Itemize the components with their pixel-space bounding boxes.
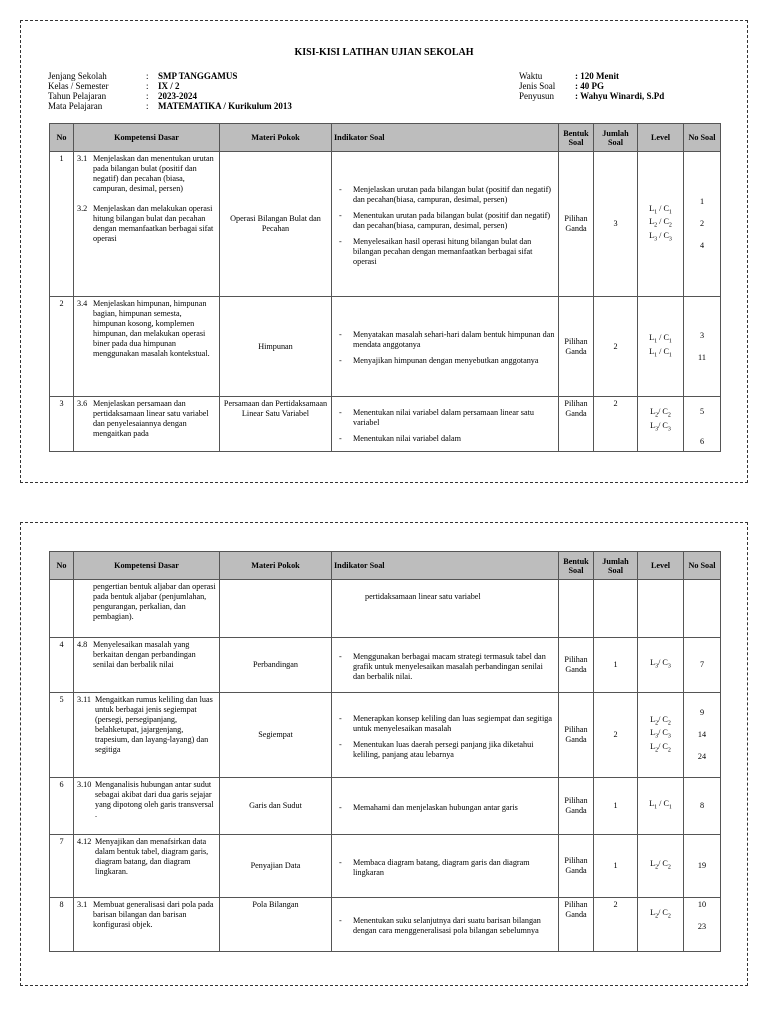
meta-label: Mata Pelajaran — [48, 101, 103, 111]
kd-text: Menjelaskan dan menentukan urutan pada bilangan bulat (positif dan negatif) dan pecahan (biasa, campuran, desimal, persen) — [93, 154, 214, 193]
cell-kompetensi-dasar — [74, 693, 220, 778]
kd-item — [77, 399, 216, 439]
indikator-item — [335, 434, 555, 444]
cell-bentuk-soal: Pilihan Ganda — [559, 898, 594, 952]
level-value: $L_1 / C_1$ — [649, 203, 672, 216]
level-value: $L_1 / C_1$ — [649, 346, 672, 359]
header-no: No — [50, 552, 74, 580]
table-header-row — [50, 124, 721, 152]
kd-item — [77, 299, 216, 359]
kd-item — [77, 780, 216, 820]
kd-number: 3.4 — [77, 299, 88, 308]
indikator-text: Menentukan suku selanjutnya dari suatu barisan bilangan dengan cara menggeneralisasi pola bilangan sebelumnya — [353, 916, 541, 935]
kd-item — [77, 695, 216, 755]
cell-no-soal — [684, 397, 721, 452]
cell-level — [638, 580, 684, 638]
header-indikator-soal: Indikator Soal — [332, 124, 559, 152]
indikator-continuation-text: pertidaksamaan linear satu variabel — [365, 592, 481, 601]
header-no-soal: No Soal — [684, 124, 721, 152]
indikator-text: Menjelaskan urutan pada bilangan bulat (positif dan negatif) dan pecahan(biasa, campuran, desimal, persen) — [353, 184, 552, 204]
cell-level — [638, 835, 684, 898]
cell-jumlah-soal: 3 — [594, 152, 638, 297]
cell-no: 3 — [50, 397, 74, 452]
level-value: $L_2 / C_2$ — [649, 217, 672, 229]
cell-indikator-soal — [332, 835, 559, 898]
kd-text: Menjelaskan persamaan dan pertidaksamaan linear satu variabel dan penyelesaiannya dengan mengaitkan pada — [93, 399, 209, 438]
cell-level — [638, 898, 684, 952]
cell-no-soal — [684, 898, 721, 952]
kd-text: Membuat generalisasi dari pola pada barisan bilangan dan barisan konfigurasi objek. — [93, 900, 214, 929]
kd-text: Menganalisis hubungan antar sudut sebagai akibat dari dua garis sejajar yang dipotong oleh garis transversal . — [95, 780, 214, 819]
cell-level — [638, 152, 684, 297]
table-header-row — [50, 552, 721, 580]
bullet-dash: - — [339, 407, 342, 417]
header-materi-pokok: Materi Pokok — [220, 552, 332, 580]
document-page-1 — [20, 20, 748, 483]
meta-value: : 120 Menit — [575, 71, 619, 81]
cell-materi-pokok: Perbandingan — [220, 638, 332, 693]
table-row — [50, 638, 721, 693]
cell-level — [638, 693, 684, 778]
indikator-item — [335, 803, 555, 813]
indikator-text: Menyajikan himpunan dengan menyebutkan anggotanya — [353, 356, 539, 365]
kd-item — [77, 204, 216, 244]
cell-indikator-soal — [332, 152, 559, 297]
cell-no-soal — [684, 297, 721, 397]
meta-value: IX / 2 — [158, 81, 180, 91]
no-soal-value: 1 — [699, 197, 705, 206]
cell-materi-pokok: Segiempat — [220, 693, 332, 778]
indikator-text: Menentukan nilai variabel dalam — [353, 433, 461, 443]
no-soal-value: 10 — [697, 900, 707, 909]
kd-item — [77, 154, 216, 194]
table-row — [50, 152, 721, 297]
cell-level — [638, 397, 684, 452]
meta-label: Kelas / Semester — [48, 81, 109, 91]
table-row — [50, 778, 721, 835]
meta-row — [519, 81, 664, 91]
cell-no — [50, 580, 74, 638]
meta-row — [48, 71, 292, 81]
indikator-text: Menyelesaikan hasil operasi hitung bilangan bulat dan bilangan pecahan dengan memanfaatkan berbagai sifat operasi — [353, 236, 533, 266]
cell-no: 2 — [50, 297, 74, 397]
header-kompetensi-dasar: Kompetensi Dasar — [74, 124, 220, 152]
cell-no: 7 — [50, 835, 74, 898]
no-soal-value: 11 — [698, 352, 706, 362]
bullet-dash: - — [339, 802, 342, 812]
cell-indikator-soal — [332, 693, 559, 778]
indikator-text: Menentukan luas daerah persegi panjang jika diketahui keliling, panjang atau lebarnya — [353, 739, 534, 759]
table-row — [50, 397, 721, 452]
meta-left — [48, 71, 292, 111]
cell-indikator-soal — [332, 778, 559, 835]
cell-kompetensi-dasar — [74, 638, 220, 693]
level-value: $L_3/$ $C_3$ — [650, 728, 671, 740]
cell-jumlah-soal — [594, 580, 638, 638]
indikator-text: Menggunakan berbagai macam strategi termasuk tabel dan grafik untuk menyelesaikan masalah perbandingan senilai dan berbalik nilai. — [353, 651, 546, 681]
meta-value: : Wahyu Winardi, S.Pd — [575, 91, 665, 101]
bullet-dash: - — [339, 356, 342, 365]
meta-label: Tahun Pelajaran — [48, 91, 107, 101]
kd-number: 3.1 — [77, 154, 88, 163]
cell-no-soal — [684, 152, 721, 297]
cell-jumlah-soal: 1 — [594, 778, 638, 835]
table-row — [50, 693, 721, 778]
cell-no: 6 — [50, 778, 74, 835]
no-soal-value: 4 — [699, 241, 705, 250]
cell-jumlah-soal: 1 — [594, 638, 638, 693]
cell-bentuk-soal: Pilihan Ganda — [559, 152, 594, 297]
cell-materi-pokok: Himpunan — [220, 297, 332, 397]
bullet-dash: - — [339, 330, 342, 339]
cell-indikator-soal — [332, 297, 559, 397]
indikator-item — [335, 237, 555, 267]
no-soal-value: 2 — [699, 219, 705, 228]
meta-right — [519, 71, 664, 101]
no-soal-value: 24 — [697, 752, 707, 761]
level-value: $L_2/$ $C_2$ — [650, 741, 671, 754]
cell-kompetensi-dasar — [74, 835, 220, 898]
cell-indikator-soal — [332, 580, 559, 638]
table-row — [50, 898, 721, 952]
indikator-item — [335, 652, 555, 682]
meta-value: MATEMATIKA / Kurikulum 2013 — [158, 101, 292, 111]
indikator-item — [335, 330, 555, 350]
bullet-dash: - — [339, 433, 342, 443]
indikator-text: Menerapkan konsep keliling dan luas segiempat dan segitiga untuk menyelesaikan masalah — [353, 713, 552, 733]
bullet-dash: - — [339, 916, 342, 925]
kd-number: 3.11 — [77, 695, 92, 704]
level-value: $L_2/$ $C_2$ — [650, 908, 671, 920]
cell-no-soal — [684, 580, 721, 638]
kd-text: Menyajikan dan menafsirkan data dalam bentuk tabel, diagram garis, diagram batang, dan diagram lingkaran. — [95, 837, 209, 876]
cell-level — [638, 778, 684, 835]
cell-no-soal — [684, 693, 721, 778]
meta-label: Jenjang Sekolah — [48, 71, 107, 81]
indikator-item — [335, 740, 555, 760]
cell-bentuk-soal: Pilihan Ganda — [559, 693, 594, 778]
indikator-item — [335, 356, 555, 366]
header-bentuk-soal: Bentuk Soal — [559, 552, 594, 580]
cell-level — [638, 297, 684, 397]
cell-bentuk-soal: Pilihan Ganda — [559, 397, 594, 452]
meta-sep: : — [146, 81, 149, 91]
meta-sep: : — [146, 71, 149, 81]
cell-jumlah-soal: 2 — [594, 693, 638, 778]
cell-level — [638, 638, 684, 693]
cell-materi-pokok — [220, 580, 332, 638]
cell-bentuk-soal: Pilihan Ganda — [559, 778, 594, 835]
header-jumlah-soal: Jumlah Soal — [594, 124, 638, 152]
cell-kompetensi-dasar — [74, 397, 220, 452]
level-value: $L_3/$ $C_3$ — [650, 658, 671, 670]
meta-row — [48, 91, 292, 101]
header-no: No — [50, 124, 74, 152]
indikator-text: Menentukan nilai variabel dalam persamaan linear satu variabel — [353, 407, 534, 427]
cell-materi-pokok: Operasi Bilangan Bulat dan Pecahan — [220, 152, 332, 297]
cell-kompetensi-dasar — [74, 580, 220, 638]
cell-indikator-soal — [332, 397, 559, 452]
level-value: $L_2/$ $C_2$ — [650, 859, 671, 871]
no-soal-value: 9 — [699, 708, 705, 717]
cell-kompetensi-dasar — [74, 297, 220, 397]
cell-no: 8 — [50, 898, 74, 952]
kd-text: Menyelesaikan masalah yang berkaitan dengan perbandingan senilai dan berbalik nilai — [93, 640, 196, 669]
kisi-table-page-2 — [49, 551, 721, 952]
indikator-text: Menyatakan masalah sehari-hari dalam bentuk himpunan dan mendata anggotanya — [353, 330, 555, 349]
document-title: KISI-KISI LATIHAN UJIAN SEKOLAH — [294, 47, 474, 58]
meta-value: : 40 PG — [575, 81, 604, 91]
no-soal-value: 14 — [697, 730, 707, 739]
level-value: $L_2/$ $C_2$ — [650, 714, 671, 727]
kd-number: 3.2 — [77, 204, 88, 213]
indikator-item — [335, 408, 555, 428]
kd-number: 4.8 — [77, 640, 88, 649]
indikator-text: Memahami dan menjelaskan hubungan antar garis — [353, 802, 518, 812]
header-jumlah-soal: Jumlah Soal — [594, 552, 638, 580]
meta-row — [48, 101, 292, 111]
meta-label: Penyusun — [519, 91, 555, 101]
header-level: Level — [638, 124, 684, 152]
cell-materi-pokok: Pola Bilangan — [220, 898, 332, 952]
cell-kompetensi-dasar — [74, 778, 220, 835]
cell-materi-pokok: Garis dan Sudut — [220, 778, 332, 835]
cell-no-soal — [684, 638, 721, 693]
indikator-item — [335, 916, 555, 936]
header-level: Level — [638, 552, 684, 580]
cell-bentuk-soal — [559, 580, 594, 638]
indikator-item — [335, 211, 555, 231]
no-soal-value: 3 — [699, 330, 705, 340]
bullet-dash: - — [339, 236, 342, 246]
bullet-dash: - — [339, 857, 342, 867]
cell-jumlah-soal: 2 — [594, 297, 638, 397]
meta-label: Jenis Soal — [519, 81, 556, 91]
kd-continuation-text: pengertian bentuk aljabar dan operasi pada bentuk aljabar (penjumlahan, pengurangan, perkalian, dan pembagian). — [93, 582, 216, 621]
level-value: $L_3 / C_3$ — [649, 230, 672, 243]
header-bentuk-soal: Bentuk Soal — [559, 124, 594, 152]
kd-item — [77, 640, 216, 670]
cell-kompetensi-dasar — [74, 898, 220, 952]
bullet-dash: - — [339, 651, 342, 661]
cell-materi-pokok: Penyajian Data — [220, 835, 332, 898]
level-value: $L_1 / C_1$ — [649, 332, 672, 345]
header-no-soal: No Soal — [684, 552, 721, 580]
cell-bentuk-soal: Pilihan Ganda — [559, 638, 594, 693]
kd-item — [77, 837, 216, 877]
cell-no: 4 — [50, 638, 74, 693]
cell-jumlah-soal: 2 — [594, 898, 638, 952]
table-row — [50, 297, 721, 397]
level-value: $L_2/$ $C_2$ — [650, 407, 671, 419]
meta-row — [519, 91, 664, 101]
kd-item — [77, 900, 216, 930]
meta-row — [519, 71, 664, 81]
cell-no: 5 — [50, 693, 74, 778]
bullet-dash: - — [339, 210, 342, 220]
indikator-item — [335, 858, 555, 878]
indikator-text: Membaca diagram batang, diagram garis dan diagram lingkaran — [353, 857, 530, 877]
table-row — [50, 835, 721, 898]
cell-indikator-soal — [332, 638, 559, 693]
cell-bentuk-soal: Pilihan Ganda — [559, 297, 594, 397]
indikator-text: Menentukan urutan pada bilangan bulat (positif dan negatif) dan pecahan(biasa, campuran, desimal, persen) — [353, 210, 551, 230]
kd-number: 3.10 — [77, 780, 92, 789]
bullet-dash: - — [339, 184, 342, 194]
no-soal-value: 7 — [699, 660, 705, 669]
no-soal-value: 6 — [699, 437, 705, 446]
meta-row — [48, 81, 292, 91]
kd-number: 3.6 — [77, 399, 88, 408]
no-soal-value: 19 — [697, 861, 707, 870]
cell-indikator-soal — [332, 898, 559, 952]
header-kompetensi-dasar: Kompetensi Dasar — [74, 552, 220, 580]
cell-jumlah-soal: 1 — [594, 835, 638, 898]
document-page-2 — [20, 522, 748, 986]
cell-jumlah-soal: 2 — [594, 397, 638, 452]
indikator-item — [335, 185, 555, 205]
no-soal-value: 23 — [697, 922, 707, 931]
kd-text: Menjelaskan dan melakukan operasi hitung bilangan bulat dan pecahan dengan memanfaatkan berbagai sifat operasi — [93, 204, 214, 243]
cell-no-soal — [684, 835, 721, 898]
meta-value: SMP TANGGAMUS — [158, 71, 238, 81]
cell-no-soal — [684, 778, 721, 835]
cell-bentuk-soal: Pilihan Ganda — [559, 835, 594, 898]
level-value: $L_3/$ $C_3$ — [650, 420, 671, 433]
level-value: $L_1 / C_1$ — [649, 799, 672, 811]
meta-sep: : — [146, 101, 149, 111]
indikator-item — [335, 714, 555, 734]
kisi-table-page-1 — [49, 123, 721, 452]
meta-value: 2023-2024 — [158, 91, 197, 101]
bullet-dash: - — [339, 739, 342, 749]
cell-kompetensi-dasar — [74, 152, 220, 297]
kd-text: Menjelaskan himpunan, himpunan bagian, himpunan semesta, himpunan kosong, komplemen himpunan, dan melakukan operasi biner pada dua himpunan menggunakan masalah kontekstual. — [93, 299, 210, 358]
meta-label: Waktu — [519, 71, 543, 81]
header-materi-pokok: Materi Pokok — [220, 124, 332, 152]
cell-materi-pokok: Persamaan dan Pertidaksamaan Linear Satu Variabel — [220, 397, 332, 452]
cell-no: 1 — [50, 152, 74, 297]
header-indikator-soal: Indikator Soal — [332, 552, 559, 580]
table-row-continuation — [50, 580, 721, 638]
kd-number: 4.12 — [77, 837, 92, 846]
no-soal-value: 5 — [699, 407, 705, 416]
meta-sep: : — [146, 91, 149, 101]
bullet-dash: - — [339, 713, 342, 723]
no-soal-value: 8 — [699, 801, 705, 810]
kd-number: 3.1 — [77, 900, 88, 909]
kd-text: Mengaitkan rumus keliling dan luas untuk berbagai jenis segiempat (persegi, persegipanjang, belahketupat, jajargenjang, trapesium, dan layang-layang) dan segitiga — [95, 695, 213, 754]
